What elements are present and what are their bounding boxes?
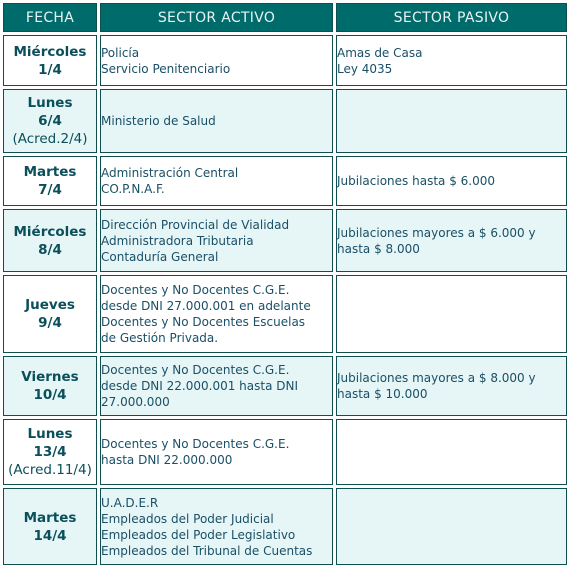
sector-activo-cell xyxy=(100,35,333,86)
sector-activo-line: Docentes y No Docentes C.G.E. xyxy=(101,437,290,451)
date-label: 14/4 xyxy=(33,527,67,544)
table-row xyxy=(3,156,567,206)
sector-activo-line: Empleados del Tribunal de Cuentas xyxy=(101,543,313,558)
date-cell xyxy=(3,35,97,86)
header-fecha: FECHA xyxy=(3,3,97,32)
table-row xyxy=(3,419,567,485)
sector-activo-cell xyxy=(100,89,333,153)
date-label: 10/4 xyxy=(33,387,67,403)
sector-pasivo-line: Jubilaciones mayores a $ 8.000 y xyxy=(337,371,536,385)
sector-activo-line: de Gestión Privada. xyxy=(101,331,219,345)
date-label: 8/4 xyxy=(38,241,62,258)
date-label: 13/4 xyxy=(33,444,67,460)
sector-activo-line: Dirección Provincial de Vialidad xyxy=(101,217,290,232)
date-label: 9/4 xyxy=(38,315,62,331)
date-cell xyxy=(3,275,97,353)
header-sector-activo: SECTOR ACTIVO xyxy=(100,3,333,32)
sector-activo-line: Ministerio de Salud xyxy=(101,114,216,128)
sector-activo-cell xyxy=(100,356,333,416)
sector-pasivo-cell xyxy=(336,209,567,272)
sector-activo-line: Policía xyxy=(101,45,140,60)
table-row xyxy=(3,35,567,86)
sector-activo-line: desde DNI 27.000.001 en adelante xyxy=(101,299,311,313)
sector-activo-line: Docentes y No Docentes C.G.E. xyxy=(101,363,290,377)
sector-pasivo-line: Jubilaciones mayores a $ 6.000 y xyxy=(337,225,536,240)
sector-activo-cell xyxy=(100,209,333,272)
day-label: Viernes xyxy=(21,369,79,385)
sector-pasivo-cell xyxy=(336,488,567,565)
accreditation-note: (Acred.2/4) xyxy=(12,131,88,147)
date-cell xyxy=(3,156,97,206)
table-row xyxy=(3,209,567,272)
date-cell xyxy=(3,209,97,272)
sector-pasivo-line: Jubilaciones hasta $ 6.000 xyxy=(337,174,495,188)
sector-activo-line: CO.P.N.A.F. xyxy=(101,182,165,196)
table-row xyxy=(3,356,567,416)
date-cell xyxy=(3,488,97,565)
sector-pasivo-line: Amas de Casa xyxy=(337,45,423,60)
sector-activo-line: Docentes y No Docentes Escuelas xyxy=(101,315,306,329)
date-label: 1/4 xyxy=(38,61,62,78)
table-row xyxy=(3,89,567,153)
date-cell xyxy=(3,89,97,153)
sector-pasivo-cell xyxy=(336,356,567,416)
sector-activo-line: U.A.D.E.R xyxy=(101,495,159,510)
schedule-body xyxy=(3,35,567,565)
day-label: Martes xyxy=(23,509,77,526)
sector-activo-line: 27.000.000 xyxy=(101,395,170,409)
sector-activo-line: Administración Central xyxy=(101,166,239,180)
sector-pasivo-cell xyxy=(336,89,567,153)
date-label: 6/4 xyxy=(38,113,62,129)
day-label: Lunes xyxy=(27,426,73,442)
day-label: Lunes xyxy=(27,95,73,111)
sector-pasivo-cell xyxy=(336,419,567,485)
sector-activo-line: Contaduría General xyxy=(101,249,219,264)
header-row xyxy=(3,3,567,32)
sector-pasivo-line: hasta $ 8.000 xyxy=(337,241,420,256)
sector-activo-line: Docentes y No Docentes C.G.E. xyxy=(101,283,290,297)
sector-activo-line: desde DNI 22.000.001 hasta DNI xyxy=(101,379,298,393)
table-row xyxy=(3,275,567,353)
sector-activo-cell xyxy=(100,275,333,353)
sector-pasivo-line: Ley 4035 xyxy=(337,61,393,76)
sector-pasivo-cell xyxy=(336,156,567,206)
table-row xyxy=(3,488,567,565)
date-cell xyxy=(3,356,97,416)
sector-activo-line: Servicio Penitenciario xyxy=(101,61,231,76)
date-label: 7/4 xyxy=(38,182,62,198)
sector-activo-line: hasta DNI 22.000.000 xyxy=(101,453,233,467)
sector-activo-line: Administradora Tributaria xyxy=(101,233,254,248)
header-sector-pasivo: SECTOR PASIVO xyxy=(336,3,567,32)
day-label: Miércoles xyxy=(13,43,87,60)
sector-activo-cell xyxy=(100,156,333,206)
day-label: Jueves xyxy=(25,297,75,313)
sector-pasivo-cell xyxy=(336,275,567,353)
day-label: Miércoles xyxy=(13,223,87,240)
day-label: Martes xyxy=(23,164,77,180)
date-cell xyxy=(3,419,97,485)
sector-activo-line: Empleados del Poder Judicial xyxy=(101,511,274,526)
sector-activo-cell xyxy=(100,488,333,565)
sector-activo-line: Empleados del Poder Legislativo xyxy=(101,527,296,542)
sector-pasivo-cell xyxy=(336,35,567,86)
sector-activo-cell xyxy=(100,419,333,485)
sector-pasivo-line: hasta $ 10.000 xyxy=(337,387,428,401)
accreditation-note: (Acred.11/4) xyxy=(8,462,92,478)
